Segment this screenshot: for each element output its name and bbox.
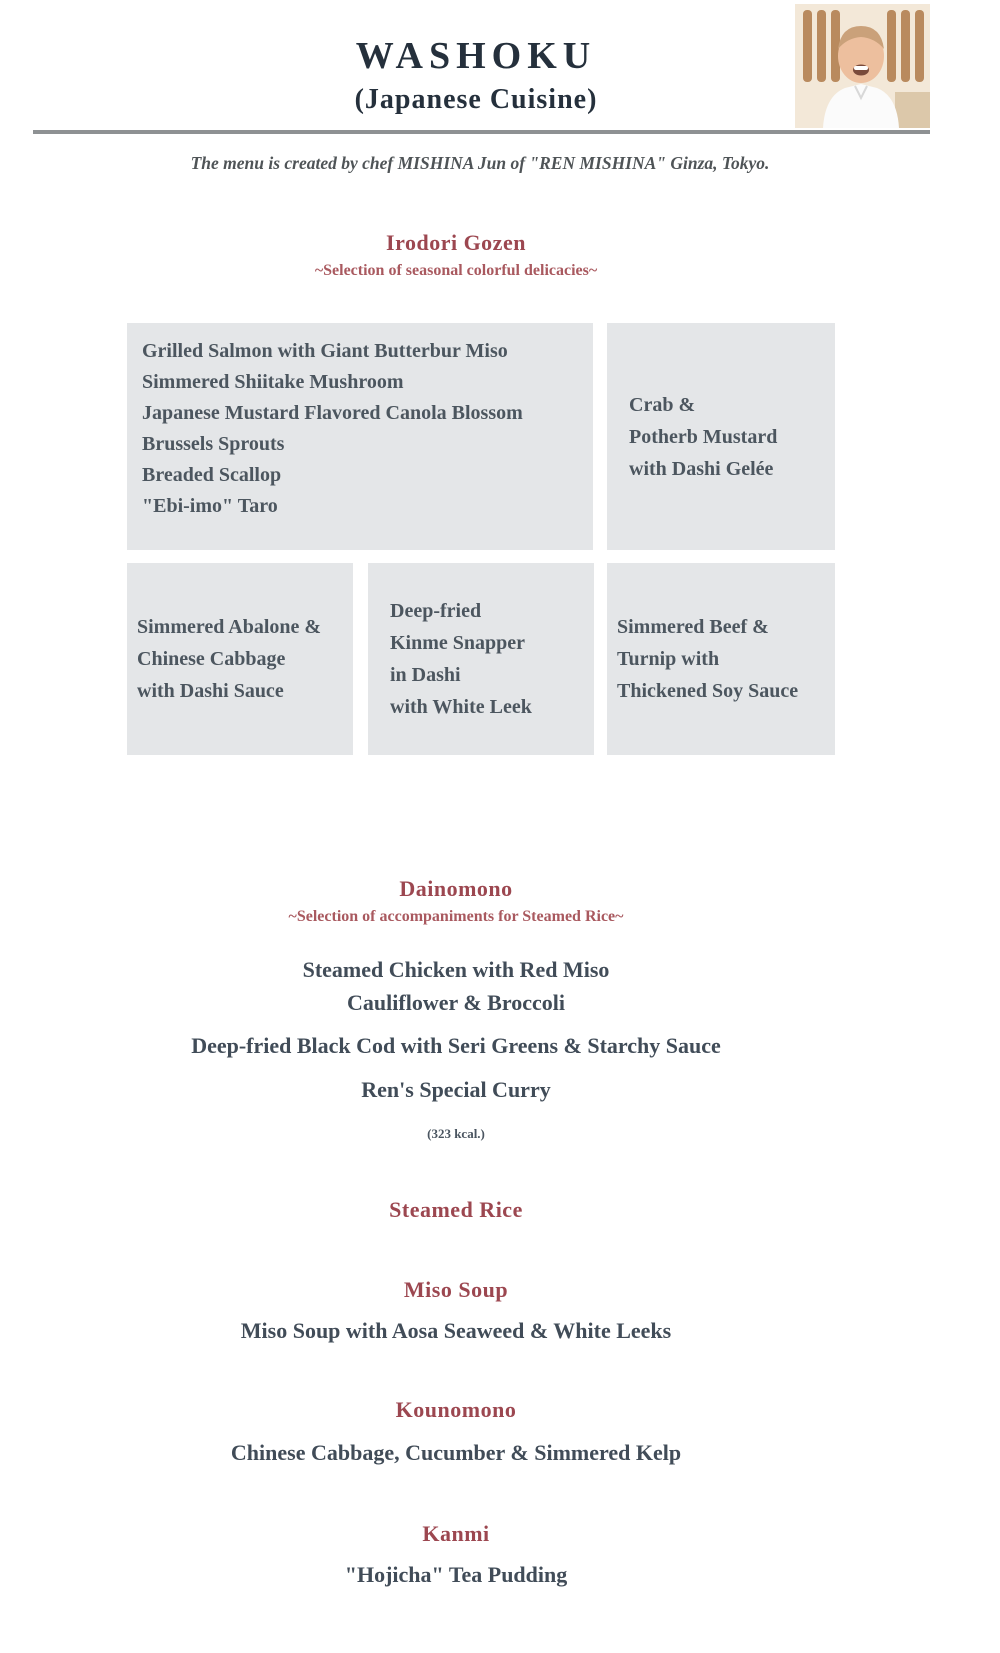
header-divider bbox=[33, 130, 930, 134]
dish-line: Japanese Mustard Flavored Canola Blossom bbox=[142, 402, 523, 424]
dish-line: in Dashi bbox=[390, 664, 461, 686]
dish-box-grilled-salmon bbox=[127, 323, 593, 550]
section-note-irodori-gozen: ~Selection of seasonal colorful delicacies~ bbox=[314, 262, 598, 279]
page-subtitle: (Japanese Cuisine) bbox=[354, 84, 598, 115]
dish-line: Potherb Mustard bbox=[629, 425, 778, 448]
dish-line: Crab & bbox=[629, 393, 696, 416]
menu-item-special-curry: Ren's Special Curry bbox=[361, 1077, 551, 1102]
calorie-note: (323 kcal.) bbox=[427, 1126, 485, 1141]
section-title-steamed-rice: Steamed Rice bbox=[389, 1197, 523, 1222]
dish-grid-row-2 bbox=[127, 563, 835, 755]
section-title-miso-soup: Miso Soup bbox=[403, 1277, 509, 1302]
section-title-irodori-gozen: Irodori Gozen bbox=[386, 230, 526, 255]
dish-line: with Dashi Gelée bbox=[629, 457, 774, 480]
dish-grid-row-1 bbox=[127, 323, 835, 550]
section-title-dainomono: Dainomono bbox=[399, 876, 513, 901]
dish-line: Kinme Snapper bbox=[390, 632, 526, 654]
menu-item-steamed-chicken: Steamed Chicken with Red Miso bbox=[302, 957, 610, 982]
menu-item-black-cod: Deep-fried Black Cod with Seri Greens & Starchy Sauce bbox=[191, 1033, 721, 1058]
dish-line: Turnip with bbox=[617, 648, 720, 670]
menu-item-miso-soup: Miso Soup with Aosa Seaweed & White Leeks bbox=[240, 1318, 672, 1343]
menu-item-kounomono: Chinese Cabbage, Cucumber & Simmered Kelp bbox=[230, 1440, 682, 1465]
dish-line: Breaded Scallop bbox=[142, 464, 282, 486]
dish-line: Simmered Beef & bbox=[617, 616, 769, 638]
menu-item-cauliflower-broccoli: Cauliflower & Broccoli bbox=[347, 990, 565, 1015]
dish-line: "Ebi-imo" Taro bbox=[142, 495, 278, 517]
dish-line: Thickened Soy Sauce bbox=[617, 680, 799, 702]
chef-photo bbox=[795, 4, 930, 128]
page-title: WASHOKU bbox=[355, 35, 597, 77]
dish-line: Grilled Salmon with Giant Butterbur Miso bbox=[142, 340, 508, 362]
section-note-dainomono: ~Selection of accompaniments for Steamed Rice~ bbox=[288, 908, 624, 925]
menu-item-kanmi: "Hojicha" Tea Pudding bbox=[344, 1562, 568, 1587]
dish-line: Brussels Sprouts bbox=[142, 433, 285, 455]
dish-line: Simmered Abalone & bbox=[137, 616, 322, 638]
chef-credit: The menu is created by chef MISHINA Jun of "REN MISHINA" Ginza, Tokyo. bbox=[190, 153, 770, 173]
dish-line: Chinese Cabbage bbox=[137, 648, 286, 670]
dish-line: with White Leek bbox=[390, 696, 532, 718]
dish-line: with Dashi Sauce bbox=[137, 680, 284, 702]
dish-line: Simmered Shiitake Mushroom bbox=[142, 371, 404, 393]
section-title-kanmi: Kanmi bbox=[422, 1521, 490, 1546]
dish-line: Deep-fried bbox=[390, 600, 482, 622]
dish-box-crab bbox=[607, 323, 835, 550]
section-title-kounomono: Kounomono bbox=[395, 1397, 517, 1422]
dish-box-simmered-beef bbox=[607, 563, 835, 755]
dish-box-kinme-snapper bbox=[368, 563, 594, 755]
dish-box-abalone bbox=[127, 563, 353, 755]
